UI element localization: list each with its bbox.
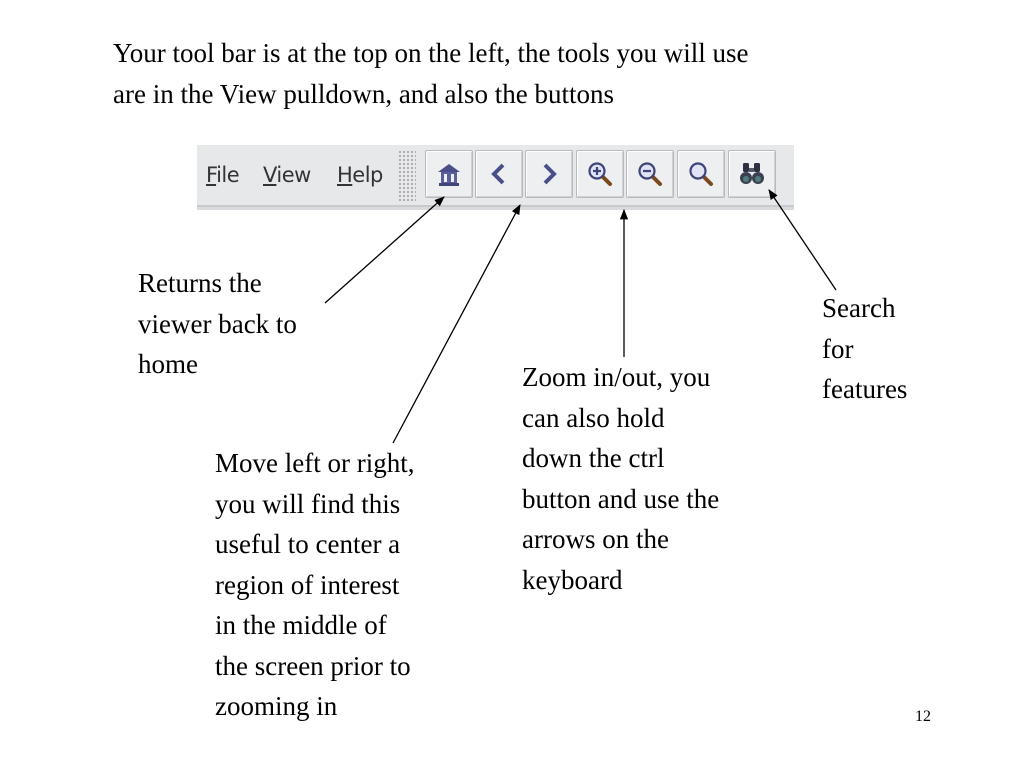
menu-view-rest: iew bbox=[276, 163, 311, 187]
home-desc-line-2: viewer back to bbox=[138, 308, 297, 339]
zoom-in-icon bbox=[585, 159, 615, 189]
search-desc-line-1: Search bbox=[822, 293, 896, 323]
chevron-right-icon bbox=[534, 159, 564, 189]
move-description bbox=[215, 443, 495, 727]
menu-view[interactable] bbox=[263, 163, 311, 187]
binoculars-icon bbox=[737, 159, 767, 189]
menu-help[interactable] bbox=[337, 163, 383, 187]
zoom-desc-line-5: arrows on the bbox=[522, 524, 669, 554]
zoom-button[interactable] bbox=[677, 150, 725, 198]
search-desc-line-2: for bbox=[822, 333, 854, 364]
move-left-button[interactable] bbox=[475, 150, 523, 198]
toolbar-grip[interactable] bbox=[398, 150, 416, 202]
toolbar bbox=[197, 145, 794, 207]
magnifier-icon bbox=[686, 159, 716, 189]
move-right-button[interactable] bbox=[525, 150, 573, 198]
menu-view-mnemonic: V bbox=[263, 163, 277, 187]
home-desc-line-3: home bbox=[138, 349, 198, 379]
zoom-description bbox=[522, 357, 792, 600]
intro-line-2: are in the View pulldown, and also the buttons bbox=[113, 78, 615, 109]
menu-help-mnemonic: H bbox=[337, 163, 353, 187]
move-desc-line-1: Move left or right, bbox=[215, 448, 415, 478]
home-desc-line-1: Returns the bbox=[138, 268, 262, 298]
home-button[interactable] bbox=[425, 150, 473, 198]
move-desc-line-4: region of interest bbox=[215, 569, 400, 600]
intro-text bbox=[113, 33, 943, 114]
search-desc-line-3: features bbox=[822, 374, 908, 404]
page-number: 12 bbox=[915, 708, 931, 725]
home-icon bbox=[434, 159, 464, 189]
move-desc-line-2: you will find this bbox=[215, 488, 401, 519]
move-desc-line-7: zooming in bbox=[215, 691, 338, 721]
intro-line-1: Your tool bar is at the top on the left, the tools you will use bbox=[113, 38, 749, 68]
move-desc-line-5: in the middle of bbox=[215, 610, 387, 640]
zoom-out-icon bbox=[635, 159, 665, 189]
move-desc-line-3: useful to center a bbox=[215, 529, 401, 559]
zoom-desc-line-6: keyboard bbox=[522, 564, 623, 595]
search-features-button[interactable] bbox=[728, 150, 776, 198]
menu-file-mnemonic: F bbox=[206, 163, 217, 187]
zoom-in-button[interactable] bbox=[576, 150, 624, 198]
move-callout-arrow bbox=[393, 205, 520, 443]
menu-help-rest: elp bbox=[352, 163, 383, 187]
zoom-desc-line-1: Zoom in/out, you bbox=[522, 362, 711, 392]
zoom-desc-line-4: button and use the bbox=[522, 483, 720, 514]
search-description bbox=[822, 288, 1012, 410]
zoom-desc-line-3: down the ctrl bbox=[522, 443, 665, 473]
zoom-out-button[interactable] bbox=[626, 150, 674, 198]
zoom-desc-line-2: can also hold bbox=[522, 402, 665, 433]
move-desc-line-6: the screen prior to bbox=[215, 650, 411, 681]
menu-file-rest: ile bbox=[216, 163, 240, 187]
home-description bbox=[138, 263, 378, 385]
menu-file[interactable] bbox=[206, 163, 239, 187]
chevron-left-icon bbox=[484, 159, 514, 189]
